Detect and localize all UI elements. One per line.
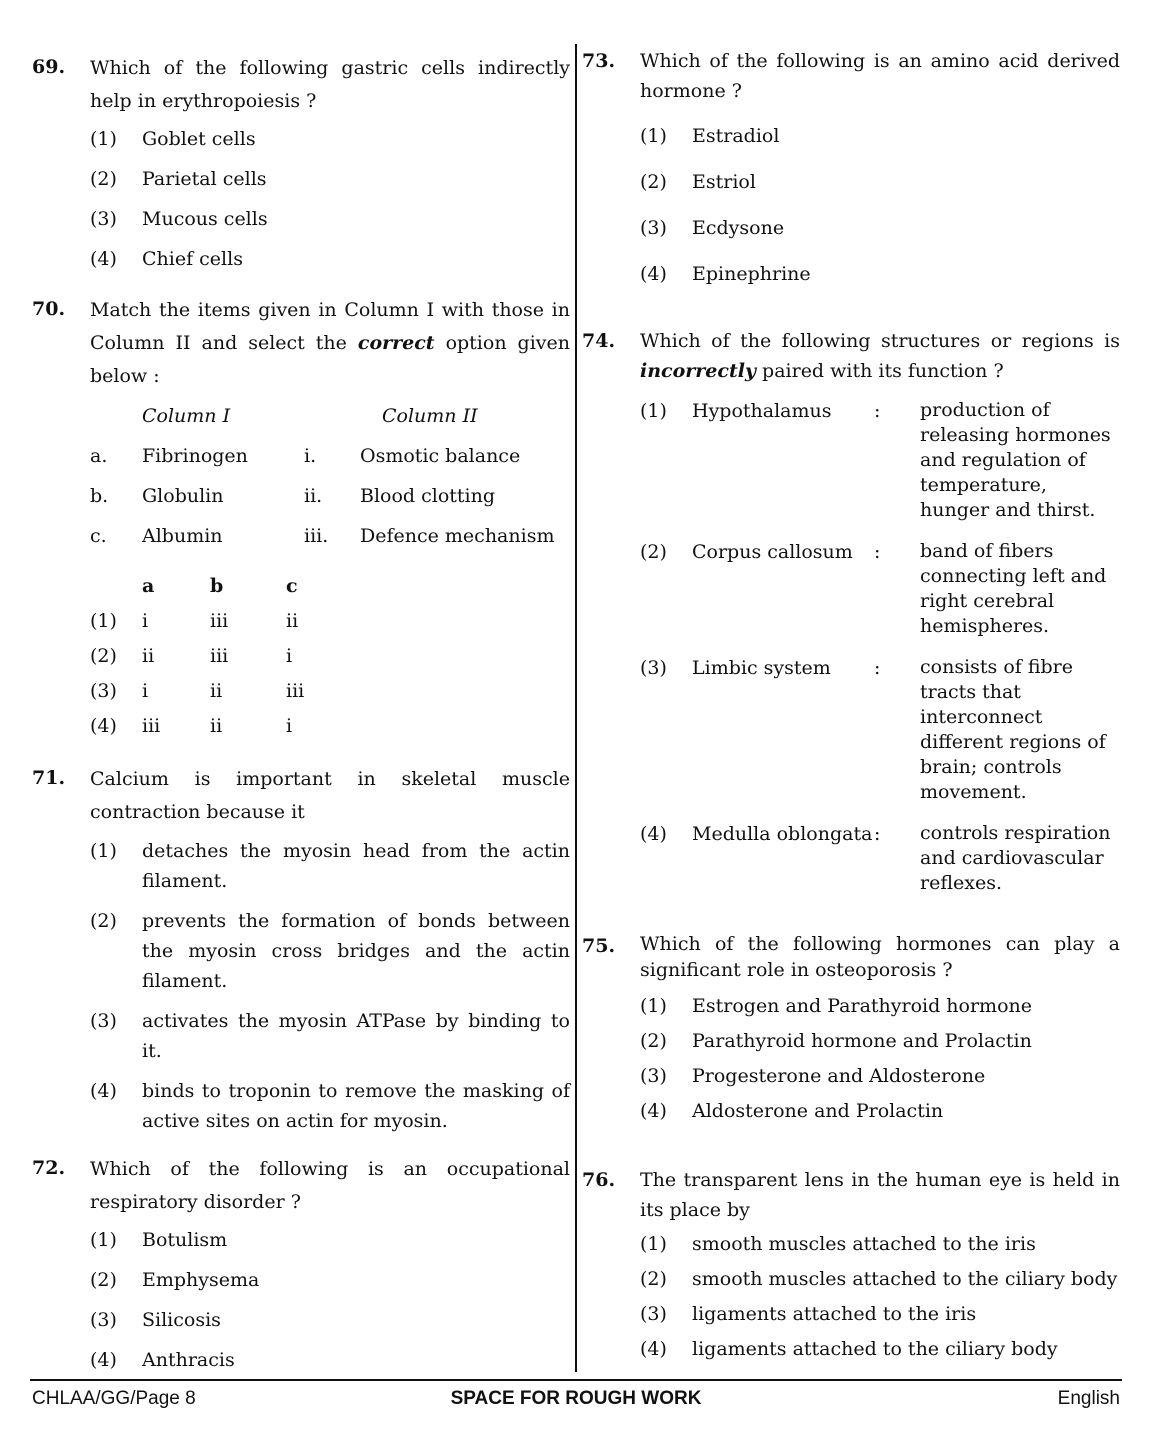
page-code: CHLAA/GG/Page 8 [32,1388,196,1409]
question-text: The transparent lens in the human eye is held in its place by [640,1169,1120,1221]
option-3[interactable]: (3) Limbic system : consists of fibre tracts that interconnect different regions of brain; controls movement. [640,656,1106,803]
question-69 [32,52,570,284]
question-75 [582,931,1120,1131]
question-74 [582,326,1120,896]
match-row: b. Globulin ii. Blood clotting [90,485,496,507]
option-4[interactable]: (4) binds to troponin to remove the masking of active sites on actin for myosin. [90,1080,570,1132]
question-text: Match the items given in Column I with those in Column II and select the correct option given below : [90,299,570,387]
option-3[interactable]: (3) i ii iii [90,680,305,702]
question-71 [32,763,570,1136]
question-number: 73. [582,50,616,72]
option-4[interactable]: (4) Epinephrine [640,263,811,285]
question-number: 69. [32,56,66,78]
option-2[interactable]: (2) smooth muscles attached to the ciliary body [640,1268,1118,1290]
question-text: Which of the following is an amino acid derived hormone ? [640,50,1120,102]
option-1[interactable]: (1) Goblet cells [90,128,256,150]
option-1[interactable]: (1) i iii ii [90,610,299,632]
match-column-headers: Column I Column II [142,405,478,427]
question-72 [32,1153,570,1385]
option-3[interactable]: (3) Mucous cells [90,208,268,230]
option-3[interactable]: (3) activates the myosin ATPase by binding to it. [90,1010,570,1062]
match-row: c. Albumin iii. Defence mechanism [90,525,555,547]
answer-header: a b c [142,575,298,597]
rough-work-label: SPACE FOR ROUGH WORK [450,1388,702,1409]
option-2[interactable]: (2) ii iii i [90,645,293,667]
match-row: a. Fibrinogen i. Osmotic balance [90,445,521,467]
option-1[interactable]: (1) Hypothalamus : production of releasing hormones and regulation of temperature, hunger and thirst. [640,399,1111,521]
question-number: 75. [582,935,616,957]
option-3[interactable]: (3) Progesterone and Aldosterone [640,1065,986,1087]
question-70 [32,294,570,746]
question-text: Which of the following is an occupational respiratory disorder ? [90,1158,570,1213]
option-2[interactable]: (2) Parathyroid hormone and Prolactin [640,1030,1032,1052]
option-2[interactable]: (2) Emphysema [90,1269,260,1291]
option-4[interactable]: (4) Medulla oblongata : controls respiration and cardiovascular reflexes. [640,822,1111,894]
option-1[interactable]: (1) Estradiol [640,125,780,147]
option-4[interactable]: (4) Chief cells [90,248,243,270]
option-2[interactable]: (2) Parietal cells [90,168,267,190]
question-73 [582,46,1120,305]
option-2[interactable]: (2) Estriol [640,171,756,193]
question-text: Which of the following gastric cells indirectly help in erythropoiesis ? [90,57,570,112]
option-3[interactable]: (3) ligaments attached to the iris [640,1303,977,1325]
option-4[interactable]: (4) iii ii i [90,715,293,737]
question-text: Which of the following structures or regions is incorrectly paired with its function ? [640,330,1120,382]
question-number: 70. [32,298,66,320]
option-4[interactable]: (4) ligaments attached to the ciliary body [640,1338,1058,1360]
question-76 [582,1165,1120,1369]
option-1[interactable]: (1) smooth muscles attached to the iris [640,1233,1036,1255]
option-1[interactable]: (1) Botulism [90,1229,228,1251]
question-number: 74. [582,330,616,352]
question-text: Which of the following hormones can play a significant role in osteoporosis ? [640,933,1120,981]
question-number: 76. [582,1169,616,1191]
column-divider [575,44,577,1372]
footer-divider [30,1379,1122,1381]
question-text: Calcium is important in skeletal muscle contraction because it [90,768,570,823]
option-1[interactable]: (1) detaches the myosin head from the actin filament. [90,840,570,892]
option-2[interactable]: (2) Corpus callosum : band of fibers connecting left and right cerebral hemispheres. [640,540,1107,637]
question-number: 71. [32,767,66,789]
option-2[interactable]: (2) prevents the formation of bonds between the myosin cross bridges and the actin filament. [90,910,570,992]
option-3[interactable]: (3) Ecdysone [640,217,785,239]
option-1[interactable]: (1) Estrogen and Parathyroid hormone [640,995,1032,1017]
option-4[interactable]: (4) Anthracis [90,1349,235,1371]
option-4[interactable]: (4) Aldosterone and Prolactin [640,1100,944,1122]
language-label: English [1057,1388,1120,1409]
question-number: 72. [32,1157,66,1179]
option-3[interactable]: (3) Silicosis [90,1309,221,1331]
